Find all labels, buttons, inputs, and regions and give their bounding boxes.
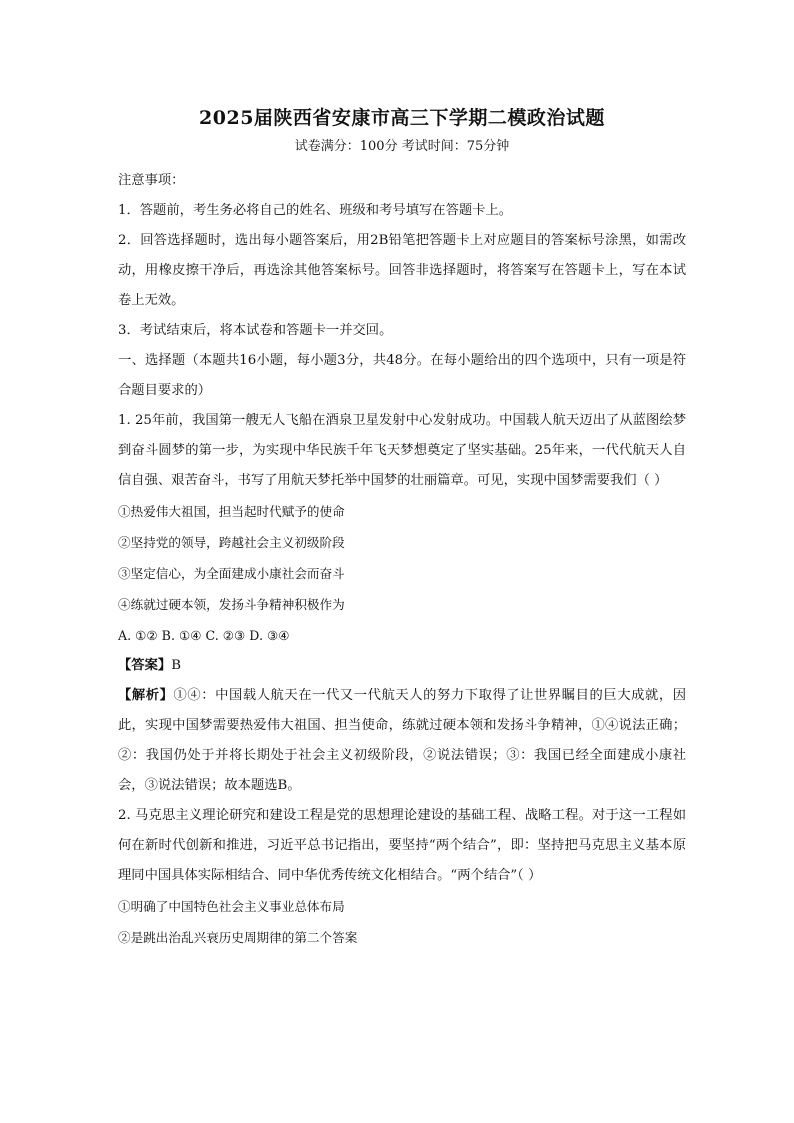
question-1-analysis xyxy=(118,681,686,801)
question-1-choices: A. ①② B. ①④ C. ②③ D. ③④ xyxy=(118,628,290,643)
answer-value: B xyxy=(171,658,181,673)
question-1-option: ①热爱伟大祖国，担当起时代赋予的使命 xyxy=(118,504,345,519)
question-1-option: ②坚持党的领导，跨越社会主义初级阶段 xyxy=(118,535,345,550)
question-1-option: ③坚定信心，为全面建成小康社会而奋斗 xyxy=(118,566,345,581)
question-1-option: ④练就过硬本领，发扬斗争精神积极作为 xyxy=(118,597,345,612)
analysis-text: ①④：中国载人航天在一代又一代航天人的努力下取得了让世界瞩目的巨大成就，因此，实现中国梦需要热爱伟大祖国、担当使命，练就过硬本领和发扬斗争精神，①④说法正确；②：我国仍处于并将长期处于社会主义初级阶段，②说法错误；③：我国已经全面建成小康社会，③说法错误；故本题选B。 xyxy=(118,688,687,793)
question-1-answer xyxy=(118,651,686,681)
question-2-option: ②是跳出治乱兴衰历史周期律的第二个答案 xyxy=(118,930,358,945)
note-item: 2．回答选择题时，选出每小题答案后，用2B铅笔把答题卡上对应题目的答案标号涂黑，如需改动，用橡皮擦干净后，再选涂其他答案标号。回答非选择题时，将答案写在答题卡上，写在本试卷上无效。 xyxy=(118,233,686,308)
page-title: 2025届陕西省安康市高三下学期二模政治试题 xyxy=(199,107,605,129)
notes-heading: 注意事项： xyxy=(118,173,185,188)
question-2-option: ①明确了中国特色社会主义事业总体布局 xyxy=(118,899,345,914)
note-item: 1．答题前，考生务必将自己的姓名、班级和考号填写在答题卡上。 xyxy=(118,203,513,218)
document-page xyxy=(118,100,686,953)
section-heading: 一、选择题（本题共16小题，每小题3分，共48分。在每小题给出的四个选项中，只有一项是符合题目要求的） xyxy=(118,353,686,398)
answer-label: 【答案】 xyxy=(118,658,172,673)
exam-info: 试卷满分：100分 考试时间：75分钟 xyxy=(294,139,510,154)
note-item: 3．考试结束后，将本试卷和答题卡一并交回。 xyxy=(118,323,393,338)
question-2-stem: 2. 马克思主义理论研究和建设工程是党的思想理论建设的基础工程、战略工程。对于这一工程如何在新时代创新和推进，习近平总书记指出，要坚持“两个结合”，即：坚持把马克思主义基本原理同中国具体实际相结合、同中华优秀传统文化相结合。“两个结合”（ ） xyxy=(118,808,686,883)
analysis-label: 【解析】 xyxy=(118,688,174,703)
question-1-stem: 1. 25年前，我国第一艘无人飞船在酒泉卫星发射中心发射成功。中国载人航天迈出了从蓝图绘梦到奋斗圆梦的第一步，为实现中华民族千年飞天梦想奠定了坚实基础。25年来，一代代航天人自信自强、艰苦奋斗，书写了用航天梦托举中国梦的壮丽篇章。可见，实现中国梦需要我们（ ） xyxy=(118,413,686,488)
